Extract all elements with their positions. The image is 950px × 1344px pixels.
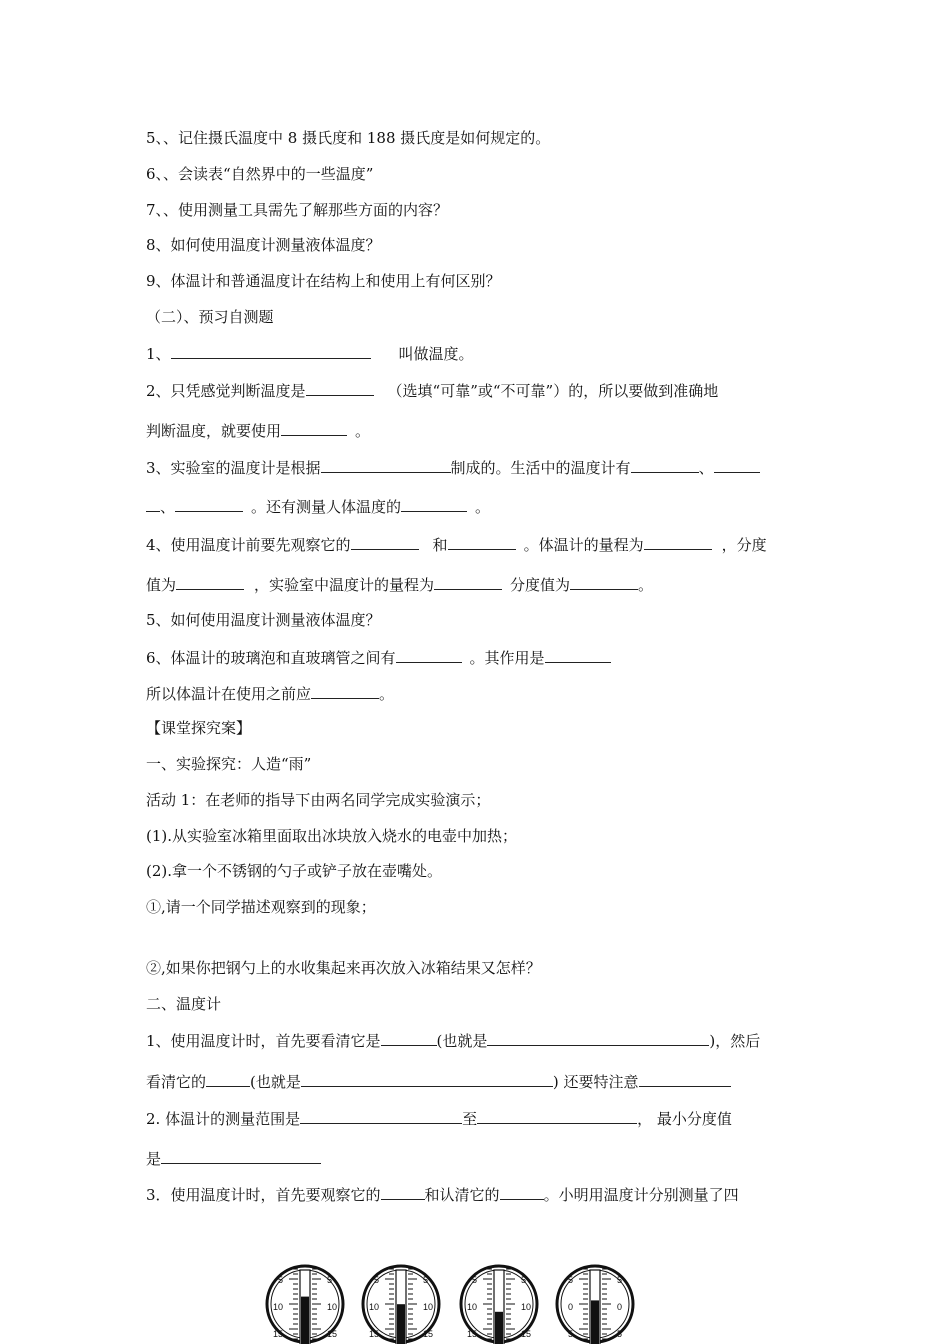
q3-text-b: 制成的。生活中的温度计有 xyxy=(450,459,631,477)
review-q7: 7、、使用测量工具需先了解那些方面的内容？ xyxy=(146,201,449,219)
t1-text-d: 看清它的 xyxy=(146,1073,207,1091)
fill-blank[interactable] xyxy=(714,457,760,473)
fill-blank[interactable] xyxy=(311,683,379,699)
t3-text-a: 3．使用温度计时，首先要观察它的 xyxy=(146,1186,381,1204)
review-q5: 5、、记住摄氏温度中 8 摄氏度和 188 摄氏度是如何规定的。 xyxy=(146,129,551,147)
fill-blank[interactable] xyxy=(434,574,502,590)
q4-text-f: ，实验室中温度计的量程为 xyxy=(254,576,435,594)
t3-text-c: 。小明用温度计分别测量了四 xyxy=(543,1186,739,1204)
q6-text-a: 6、体温计的玻璃泡和直玻璃管之间有 xyxy=(146,649,396,667)
fill-blank[interactable] xyxy=(161,1148,321,1164)
q4-text-a: 4、使用温度计前要先观察它的 xyxy=(146,536,351,554)
t2-text-a: 2. 体温计的测量范围是 xyxy=(146,1110,301,1128)
experiment-step-2: (2).拿一个不锈钢的勺子或铲子放在壶嘴处。 xyxy=(146,862,443,880)
thermo-q1 xyxy=(146,1030,760,1051)
q6-text-c: 所以体温计在使用之前应 xyxy=(146,685,312,703)
scale-label: 0 xyxy=(567,1302,573,1312)
q4-text-g: 分度值为 xyxy=(510,576,571,594)
q2-text-c: 判断温度，就要使用 xyxy=(146,422,282,440)
q6-text-d: 。 xyxy=(379,685,395,703)
scale-label: 15 xyxy=(466,1329,477,1339)
t1-text-f: ) 还要特注意 xyxy=(552,1073,639,1091)
scale-label: 15 xyxy=(423,1329,434,1339)
fill-blank[interactable] xyxy=(171,343,371,359)
fill-blank[interactable] xyxy=(381,1184,425,1200)
thermometer-diagrams xyxy=(0,1252,950,1344)
self-test-q1 xyxy=(146,343,474,364)
fill-blank[interactable] xyxy=(306,380,374,396)
q3-text-f: 。 xyxy=(475,498,491,516)
mercury-column xyxy=(397,1304,405,1344)
scale-label: 10 xyxy=(327,1302,338,1312)
scale-label: 10 xyxy=(368,1302,379,1312)
thermometer-dial xyxy=(267,1266,343,1344)
fill-blank[interactable] xyxy=(396,647,462,663)
self-test-q3 xyxy=(146,457,760,478)
fill-blank[interactable] xyxy=(351,534,419,550)
self-test-q6-cont xyxy=(146,683,394,704)
fill-blank[interactable] xyxy=(146,496,160,512)
fill-blank[interactable] xyxy=(545,647,611,663)
t3-text-b: 和认清它的 xyxy=(424,1186,500,1204)
self-test-q3-cont xyxy=(146,496,490,517)
fill-blank[interactable] xyxy=(401,496,467,512)
scale-label: 0 xyxy=(617,1302,623,1312)
q4-text-c: 。体温计的量程为 xyxy=(523,536,644,554)
q4-text-b: 和 xyxy=(432,536,448,554)
self-test-q4 xyxy=(146,534,767,555)
activity-1: 活动 1：在老师的指导下由两名同学完成实验演示； xyxy=(146,791,491,809)
mercury-column xyxy=(495,1312,503,1344)
q4-text-e: 值为 xyxy=(146,576,177,594)
scale-label: 5 xyxy=(471,1275,477,1285)
q3-text-a: 3、实验室的温度计是根据 xyxy=(146,459,321,477)
self-test-q2 xyxy=(146,380,718,401)
scale-label: 10 xyxy=(272,1302,283,1312)
scale-label: 15 xyxy=(368,1329,379,1339)
section-thermometer: 二、温度计 xyxy=(146,995,222,1013)
mercury-column xyxy=(591,1300,599,1344)
fill-blank[interactable] xyxy=(500,1184,544,1200)
thermo-q1-cont xyxy=(146,1071,731,1092)
q1-suffix: 叫做温度。 xyxy=(398,345,474,363)
thermo-q2-cont xyxy=(146,1148,321,1169)
fill-blank[interactable] xyxy=(206,1071,250,1087)
t2-text-c: ， 最小分度值 xyxy=(637,1110,732,1128)
fill-blank[interactable] xyxy=(175,496,243,512)
scale-label: 15 xyxy=(272,1329,283,1339)
q2-text-a: 2、只凭感觉判断温度是 xyxy=(146,382,306,400)
fill-blank[interactable] xyxy=(644,534,712,550)
fill-blank[interactable] xyxy=(281,420,347,436)
experiment-step-1: (1).从实验室冰箱里面取出冰块放入烧水的电壶中加热； xyxy=(146,827,518,845)
thermometer-dial xyxy=(557,1266,633,1344)
q3-text-d: 、 xyxy=(160,498,176,516)
scale-label: 10 xyxy=(423,1302,434,1312)
fill-blank[interactable] xyxy=(639,1071,731,1087)
fill-blank[interactable] xyxy=(300,1108,462,1124)
scale-label: 5 xyxy=(567,1275,573,1285)
review-q6: 6、、会读表“自然界中的一些温度” xyxy=(146,165,374,183)
t1-text-a: 1、使用温度计时，首先要看清它是 xyxy=(146,1032,381,1050)
q4-text-h: 。 xyxy=(638,576,654,594)
fill-blank[interactable] xyxy=(176,574,244,590)
fill-blank[interactable] xyxy=(448,534,516,550)
t2-text-b: 至 xyxy=(462,1110,478,1128)
q3-text-e: 。还有测量人体温度的 xyxy=(251,498,402,516)
scale-label: 5 xyxy=(521,1275,527,1285)
q2-text-b: （选填“可靠”或“不可靠”）的，所以要做到准确地 xyxy=(387,382,719,400)
scale-label: 5 xyxy=(327,1275,333,1285)
fill-blank[interactable] xyxy=(381,1030,437,1046)
scale-label: 5 xyxy=(567,1329,573,1339)
fill-blank[interactable] xyxy=(477,1108,637,1124)
fill-blank[interactable] xyxy=(570,574,638,590)
self-test-q5: 5、如何使用温度计测量液体温度？ xyxy=(146,611,381,629)
q6-text-b: 。其作用是 xyxy=(469,649,545,667)
class-heading: 【课堂探究案】 xyxy=(146,719,252,737)
thermometer-dial xyxy=(363,1266,439,1344)
t1-text-e: (也就是 xyxy=(250,1073,301,1091)
scale-label: 10 xyxy=(466,1302,477,1312)
task-2: ②,如果你把钢勺上的水收集起来再次放入冰箱结果又怎样？ xyxy=(146,959,541,977)
q3-text-c: 、 xyxy=(698,459,714,477)
fill-blank[interactable] xyxy=(631,457,699,473)
scale-label: 5 xyxy=(373,1275,379,1285)
fill-blank[interactable] xyxy=(321,457,451,473)
self-test-q2-cont xyxy=(146,420,370,441)
experiment-title: 一、实验探究：人造“雨” xyxy=(146,755,312,773)
q1-prefix: 1、 xyxy=(146,345,171,363)
scale-label: 5 xyxy=(617,1329,623,1339)
scale-label: 5 xyxy=(277,1275,283,1285)
scale-label: 15 xyxy=(327,1329,338,1339)
self-test-q4-cont xyxy=(146,574,653,595)
review-q8: 8、如何使用温度计测量液体温度？ xyxy=(146,236,381,254)
self-test-q6 xyxy=(146,647,611,668)
thermo-q2 xyxy=(146,1108,732,1129)
q2-text-d: 。 xyxy=(355,422,371,440)
q4-text-d: ，分度 xyxy=(721,536,767,554)
task-1: ①,请一个同学描述观察到的现象； xyxy=(146,898,376,916)
scale-label: 5 xyxy=(423,1275,429,1285)
review-q9: 9、体温计和普通温度计在结构上和使用上有何区别？ xyxy=(146,272,501,290)
mercury-column xyxy=(301,1297,309,1344)
scale-label: 10 xyxy=(521,1302,532,1312)
thermometer-dial xyxy=(461,1266,537,1344)
scale-label: 15 xyxy=(521,1329,532,1339)
t1-text-c: )，然后 xyxy=(709,1032,761,1050)
thermo-q3 xyxy=(146,1184,739,1205)
self-test-heading: （二）、预习自测题 xyxy=(146,308,274,326)
t2-text-d: 是 xyxy=(146,1150,162,1168)
scale-label: 5 xyxy=(617,1275,623,1285)
fill-blank[interactable] xyxy=(301,1071,553,1087)
fill-blank[interactable] xyxy=(487,1030,709,1046)
t1-text-b: (也就是 xyxy=(436,1032,488,1050)
